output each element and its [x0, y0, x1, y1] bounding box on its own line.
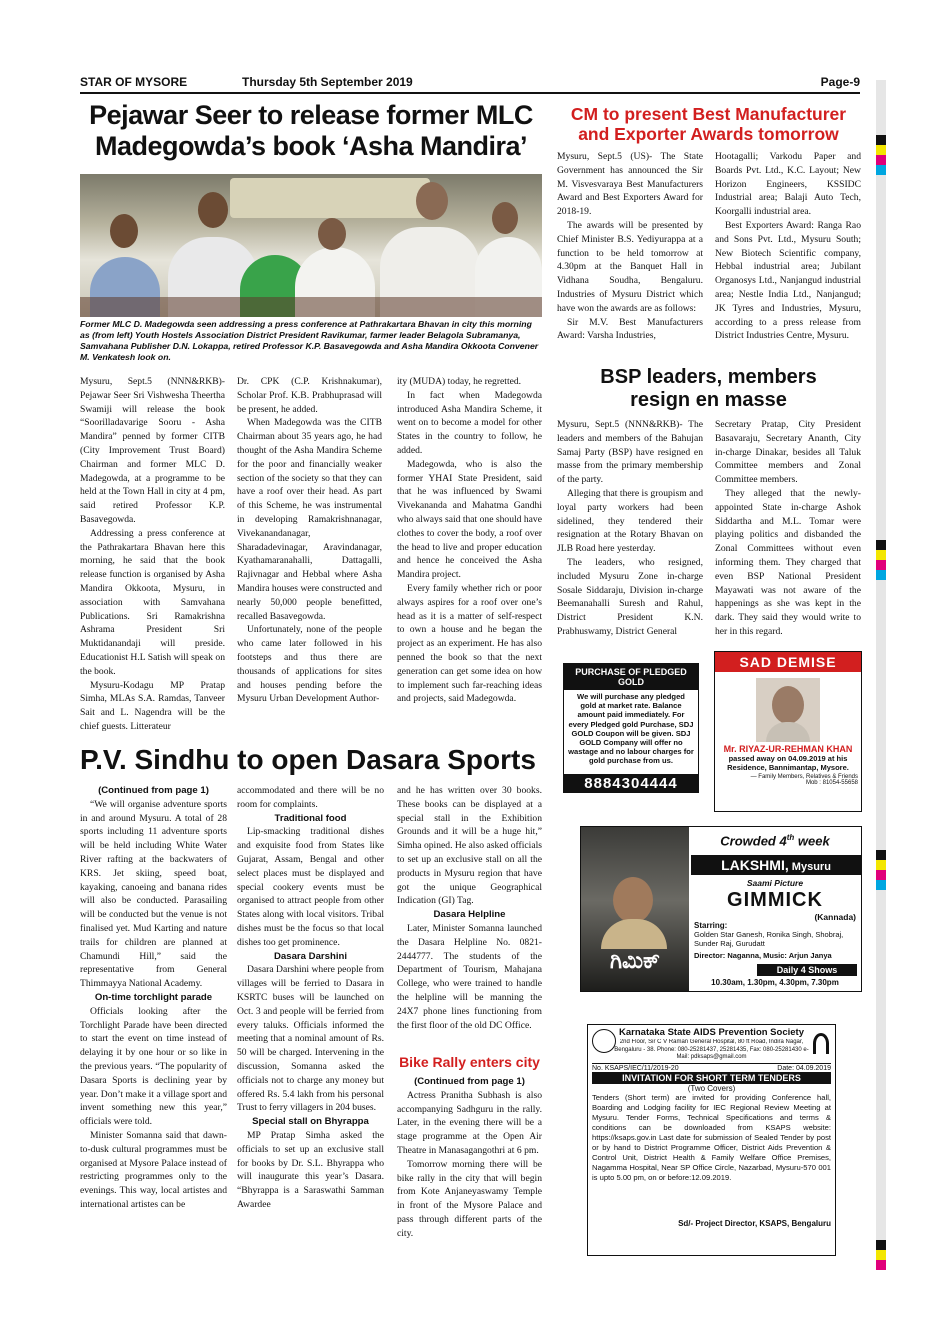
tender-date: Date: 04.09.2019 — [777, 1065, 831, 1072]
story4-headline: P.V. Sindhu to open Dasara Sports — [80, 744, 536, 775]
story4-column-2 — [237, 784, 384, 1262]
sad-demise-ad — [714, 651, 862, 812]
daily-shows-label: Daily 4 Shows — [757, 964, 857, 976]
crowded-week-label — [691, 833, 859, 848]
paragraph: Alleging that there is groupism and loyal party workers had been sidelined, they tendered their resignation at the Rotary Bhavan on JLB Road here yesterday. — [557, 487, 703, 555]
paragraph: Every family whether rich or poor always aspires for a roof over one’s head as it is a matter of self-respect to own a house and he began the project as an experiment. He has also penned the book so that the next generation can get some idea on how to implement such far-reaching ideas and projects, said Madegowda. — [397, 582, 542, 705]
gold-ad-title: PURCHASE OF PLEDGED GOLD — [564, 664, 698, 690]
demise-footer: — Family Members, Relatives & Friends — [750, 774, 858, 780]
paragraph: Addressing a press conference at the Pathrakartara Bhavan here this morning, he said that the book release function is organised by Asha Mandira Okkoota, Mysuru, in association with Samvahana Publications. Sri Ramakrishna Ashrama President Sri Muktidanandaji will preside. Educationist H.L Satish will speak on the book. — [80, 527, 225, 677]
story2-headline — [556, 104, 861, 144]
paragraph: Hootagalli; Varkodu Paper and Boards Pvt. Ltd., K.C. Layout; New Horizon Engineers, KSSIDC Industrial area; Balaji Auto Tech, Koorgalli industrial area. — [715, 151, 861, 218]
story2-headline-line1: CM to present Best Manufacturer — [570, 104, 847, 124]
paragraph: Officials looking after the Torchlight Parade have been directed to start the event on time instead of delaying it by one hour or so like in the previous years. “The popularity of Dasara Sports is declining year by year. Don’t make it a village sport and invent something new this year,” officials were told. — [80, 1005, 227, 1128]
subhead: Traditional food — [274, 812, 347, 824]
subhead: Dasara Helpline — [433, 909, 506, 921]
paragraph: Mysuru, Sept.5 (NNN&RKB)- The leaders and members of the Bahujan Samaj Party (BSP) have resigned en masse from the primary membership of the party. — [557, 419, 703, 486]
paragraph: Mysuru, Sept.5 (NNN&RKB)- Pejawar Seer Sri Vishwesha Theertha Swamiji will release the book “Soorilladavarige Sooru - Asha Mandira” penned by former CITB (City Improvement Trust Board) Chairman and former MLC D. Madegowda, at a programme to be held at the Town Hall in city at 4 pm, said retired Professor K.P. Basavegowda. — [80, 376, 225, 525]
theatre-city: Mysuru — [788, 861, 831, 873]
demise-details: passed away on 04.09.2019 at his Residence, Bannimantap, Mysore. — [727, 754, 849, 772]
paragraph: Madegowda, who is also the former YHAI State President, said that he was influenced by Swami Vivekananda and Mahatma Gandhi who always said that one should have clothes to cover the body, a roof over the head to live and proper education and hence he conceived the Asha Mandira project. — [397, 458, 542, 581]
paragraph: accommodated and there will be no room for complaints. — [237, 785, 384, 810]
masthead — [80, 74, 860, 94]
paragraph: When Madegowda was the CITB Chairman about 35 years ago, he had thought of the Asha Mandira Scheme for the poor and financially weaker section of the society so that they can have a roof over their head. As part of this Scheme, he was instrumental in developing Ramakrishnanagar, Vivekanandanagar, Sharadadevinagar, Aravindanagar, Kyathamaranahalli, Dattagalli, Rajivnagar and Hebbal where Asha Mandira houses were constructed and nearly 50,000 people benefitted, recalled Basavegowda. — [237, 417, 382, 622]
issue-date: Thursday 5th September 2019 — [242, 75, 413, 89]
photo-caption: Former MLC D. Madegowda seen addressing a press conference at Pathrakartara Bhavan in city this morning as (from left) Youth Hostels Association District President Ravikumar, farmer leader Belagola Subramanya, Samvahana Publisher D.N. Lokappa, retired Professor K.P. Basavegowda and Asha Mandira Okkoota Convener M. Venkatesh look on. — [80, 319, 539, 362]
tender-ref-row — [592, 1063, 831, 1072]
tender-ad — [587, 1024, 836, 1256]
story3-headline-line1: BSP leaders, members — [600, 366, 817, 388]
story1-headline-line1: Pejawar Seer to release former MLC — [89, 100, 533, 130]
presenter: Saami Picture — [746, 878, 804, 888]
story4-column-3 — [397, 784, 542, 1046]
subhead: Special stall on Bhyrappa — [252, 1116, 369, 1128]
paragraph: Mysuru-Kodagu MP Pratap Simha, MLAs S.A. Ramdas, Tanveer Sait and L. Nagendra will be the chief guests. Litterateur — [80, 679, 225, 732]
story5-column — [397, 1075, 542, 1263]
story1-headline — [80, 100, 542, 162]
government-seal-icon — [592, 1029, 616, 1053]
story3-headline — [556, 366, 861, 412]
subhead: (Continued from page 1) — [414, 1076, 525, 1087]
page-number: Page-9 — [820, 75, 860, 89]
week-text: week — [794, 833, 830, 849]
pledged-gold-ad — [563, 663, 699, 793]
paragraph: and he has written over 30 books. These books can be displayed at a special stall in the Exhibition Grounds and it will be a huge hit,” Simha opined. He also asked officials to set up an exclusive stall on all the products in Mysuru region that have got the unique Geographical Indication (GI) Tag. — [397, 785, 542, 907]
paragraph: Minister Somanna said that dawn-to-dusk cultural programmes must be organised at Mysore Palace instead of restricting programmes only to the evenings. This way, local artistes and international artistes can be — [80, 1129, 227, 1210]
tender-covers: (Two Covers) — [687, 1084, 736, 1093]
film-language: (Kannada) — [814, 912, 856, 922]
story2-headline-line2: and Exporter Awards tomorrow — [578, 124, 839, 145]
story3-column-2 — [715, 418, 861, 642]
print-registration-strip — [876, 80, 886, 1270]
subhead: On-time torchlight parade — [94, 991, 213, 1003]
press-conference-photo — [80, 174, 542, 317]
portrait-photo — [756, 678, 820, 742]
crowded-text: Crowded 4 — [720, 833, 787, 849]
paragraph: Actress Pranitha Subhash is also accompanying Sadhguru in the rally. Later, in the evening there will be a stage programme at the Open Air Theatre in Manasagangothri at 6 pm. — [397, 1089, 542, 1156]
red-ribbon-icon — [813, 1033, 829, 1054]
paragraph: Secretary Pratap, City President Basavaraju, Secretary Ananth, City in-charge Dinakar, besides all Taluk Committee members and Zonal Committee members. — [715, 419, 861, 486]
paragraph: “We will organise adventure sports in and around Mysuru. A total of 28 sports including 11 adventure sports will be held including White Water River rafting at the backwaters of KRS. Jet skiing, speed boat, kayaking, canoeing and banana rides will also be conducted. Parasailing will be conducted but the venue is not finalised yet. Mud Karting and nature trails for children are planned at Chamundi Hill,” said the representative from General Thimmayya National Academy. — [80, 798, 227, 990]
story2-column-2 — [715, 150, 861, 362]
story1-column-2 — [237, 375, 382, 737]
subhead: (Continued from page 1) — [98, 785, 209, 796]
story5-headline: Bike Rally enters city — [399, 1054, 540, 1070]
starring-label: Starring: — [694, 921, 728, 930]
paragraph: Later, Minister Somanna launched the Dasara Helpline No. 0821-2444777. The students of the Department of Tourism, Mahajana College, who were trained to handle the helpline will be manning the 24X7 phone lines functioning from the first floor of the old DC Office. — [397, 922, 542, 1031]
tender-ref: No. KSAPS/IEC/11/2019-20 — [592, 1065, 679, 1072]
paragraph: Best Exporters Award: Ranga Rao and Sons Pvt. Ltd., Mysuru South; New Biotech Scientific company, Hebbal industrial area; Jubilant Organosys Ltd., Nanjangud industrial area; Nestle India Ltd., Nanjangud; JK Tyres and Industries, Mysuru, according to a press release from District Industries Centre, Mysuru. — [715, 219, 861, 342]
cast: Golden Star Ganesh, Ronika Singh, Shobraj, Sunder Raj, Gurudatt — [694, 930, 844, 948]
deceased-name: Mr. RIYAZ-UR-REHMAN KHAN — [723, 744, 853, 754]
gold-ad-body: We will purchase any pledged gold at market rate. Balance amount paid immediately. For every Pledged gold Purchase, SDJ GOLD Coupon will be given. SDJ GOLD Company will offer no wastage and no labour charges for gold purchase from us. — [568, 692, 694, 766]
paragraph: Dasara Darshini where people from villages will be ferried to Dasara in KSRTC buses will be launched on Oct. 3 and people will be ferried from every taluks. Officials informed the meeting that a nominal amount of Rs. 50 will be charged. Intervening in the discussion, Somanna asked the officials not to charge any money but offered Rs. 5.4 lakh from his personal Trust to ferry villagers in 204 buses. — [237, 964, 384, 1114]
film-title: GIMMICK — [727, 889, 823, 911]
paper-name: STAR OF MYSORE — [80, 75, 188, 89]
movie-ad — [580, 826, 862, 992]
tender-address: 2nd Floor, Sir C V Raman General Hospital, 80 ft Road, Indira Nagar, Bengaluru - 38. Phone: 080-25281437, 25281435, Fax: 080-25281430 e-Mail: pdksaps@gmail.com — [614, 1039, 809, 1060]
tender-title: INVITATION FOR SHORT TERM TENDERS — [592, 1072, 831, 1084]
poster-title: ಗಿಮಿಕ್ — [609, 949, 661, 974]
story1-headline-line2: Madegowda’s book ‘Asha Mandira’ — [94, 131, 528, 162]
paragraph: ity (MUDA) today, he regretted. — [397, 376, 522, 387]
theatre-banner — [691, 855, 861, 875]
paragraph: MP Pratap Simha asked the officials to set up an exclusive stall for books by Dr. S.L. Bhyrappa who will inaugurate this year’s Dasara. “Bhyrappa is a Saraswathi Samman Awardee — [237, 1129, 384, 1210]
show-times: 10.30am, 1.30pm, 4.30pm, 7.30pm — [711, 978, 839, 987]
demise-mobile: Mob : 81054-55658 — [805, 780, 858, 786]
paragraph: Unfortunately, none of the people who came later followed in his footsteps and thus there are thousands of applications for sites and houses pending before the Mysuru Urban Development Author- — [237, 624, 382, 705]
demise-title: SAD DEMISE — [715, 652, 861, 672]
theatre-name: LAKSHMI, — [721, 857, 789, 873]
paragraph: The awards will be presented by Chief Minister B.S. Yediyurappa at a function to be held tomorrow at 4.30pm at the Banquet Hall in Vidhana Soudha, Bengaluru. Industries of Mysuru District which have won the awards are as follows: — [557, 219, 703, 314]
director-music: Director: Naganna, Music: Arjun Janya — [694, 951, 832, 960]
paragraph: Sir M.V. Best Manufacturers Award: Varsha Industries, — [557, 316, 703, 342]
tender-org: Karnataka State AIDS Prevention Society — [619, 1027, 804, 1038]
banner-backdrop — [230, 178, 430, 218]
movie-poster — [581, 827, 689, 991]
paragraph: The leaders, who resigned, included Mysuru Zone in-charge Sosale Siddaraju, Division in-charge Beemanahalli Suresh and Rahul, District President K.N. Prabhuswamy, District General — [557, 556, 703, 637]
story1-column-1 — [80, 375, 225, 737]
story1-column-3 — [397, 375, 542, 737]
tender-signature: Sd/- Project Director, KSAPS, Bengaluru — [678, 1219, 831, 1228]
tender-body: Tenders (Short term) are invited for providing Conference hall, Boarding and Lodging facility for IEC Regional Review Meeting at Mysuru. Tender Forms, Technical Specifications and terms & conditions can be downloaded from KSAPS website: https://ksaps.gov.in Last date for submission of Sealed Tender by post or by hand to District Programme Officer, District Aids Prevention & Control Unit, District Health & Family Welfare Office Premises, Nagamma Hospital, Near SP Office Circle, Nazarbad, Mysuru-570 001 is upto 5.00 pm, on or before:12.09.2019. — [592, 1093, 831, 1182]
story3-headline-line2: resign en masse — [630, 389, 787, 411]
paragraph: Tomorrow morning there will be bike rally in the city that will begin from Kote Anjaneyaswamy Temple in front of the Mysore Palace and pass through different parts of the city. — [397, 1158, 542, 1239]
paragraph: Lip-smacking traditional dishes and exquisite food from States like Gujarat, Assam, Bengal and other select places must be displayed and special cookery events must be organised to attract people from other States along with local visitors. Tribal dishes must be the focus so that local dishes too get prominence. — [237, 826, 384, 948]
story4-column-1 — [80, 784, 227, 1262]
paragraph: They alleged that the newly-appointed State in-charge Ashok Siddartha and M.L. Tomar were playing politics and disbanded the Zonal Committees without even informing them. They charged that even BSP National President Mayawati was not aware of the happenings as she was kept in the dark. They said they would write to her in this regard. — [715, 487, 861, 637]
story2-column-1 — [557, 150, 703, 362]
paragraph: In fact when Madegowda introduced Asha Mandira Scheme, it went on to become a model for other States in the country to follow, he added. — [397, 389, 542, 456]
week-suffix: th — [786, 833, 795, 842]
paragraph: Mysuru, Sept.5 (US)- The State Government has announced the Sir M. Visvesvaraya Best Manufacturers Award and Best Exporters Award for 2018-19. — [557, 151, 703, 218]
subhead: Dasara Darshini — [273, 950, 348, 962]
story3-column-1 — [557, 418, 703, 642]
gold-ad-phone: 8884304444 — [564, 774, 698, 793]
paragraph: Dr. CPK (C.P. Krishnakumar), Scholar Prof. K.B. Prabhuprasad will be present, he added. — [237, 376, 382, 415]
